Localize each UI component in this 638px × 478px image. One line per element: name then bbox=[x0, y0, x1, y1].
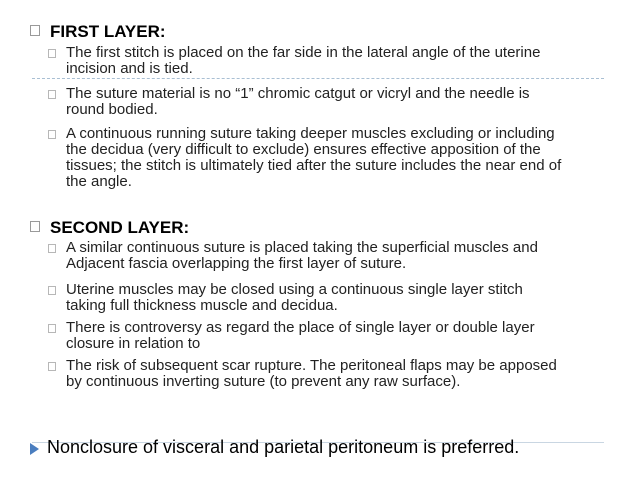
list-item bbox=[48, 282, 566, 314]
arrow-right-icon bbox=[30, 443, 39, 455]
list-item-text: The first stitch is placed on the far side in the lateral angle of the uterine incision and is tied. bbox=[66, 44, 541, 77]
list-item bbox=[48, 358, 566, 390]
list-item-text: A similar continuous suture is placed taking the superficial muscles and Adjacent fascia overlapping the first layer of suture. bbox=[66, 239, 538, 272]
square-bullet-icon bbox=[30, 221, 40, 232]
closing-statement bbox=[30, 436, 519, 458]
first-layer-heading bbox=[30, 22, 166, 42]
list-item-text: The suture material is no “1” chromic catgut or vicryl and the needle is round bodied. bbox=[66, 85, 530, 118]
square-bullet-icon bbox=[30, 25, 40, 36]
small-square-bullet-icon bbox=[48, 244, 56, 253]
dashed-divider bbox=[32, 78, 604, 79]
list-item bbox=[48, 240, 566, 272]
first-layer-heading-text: FIRST LAYER: bbox=[50, 22, 166, 41]
small-square-bullet-icon bbox=[48, 90, 56, 99]
closing-statement-text: Nonclosure of visceral and parietal peritoneum is preferred. bbox=[47, 437, 520, 457]
list-item-text: There is controversy as regard the place of single layer or double layer closure in relation to bbox=[66, 319, 535, 352]
small-square-bullet-icon bbox=[48, 49, 56, 58]
second-layer-heading bbox=[30, 218, 189, 238]
list-item bbox=[48, 86, 566, 118]
small-square-bullet-icon bbox=[48, 362, 56, 371]
small-square-bullet-icon bbox=[48, 324, 56, 333]
small-square-bullet-icon bbox=[48, 130, 56, 139]
list-item-text: The risk of subsequent scar rupture. The peritoneal flaps may be apposed by continuous inverting suture (to prevent any raw surface). bbox=[66, 357, 557, 390]
second-layer-heading-text: SECOND LAYER: bbox=[50, 218, 190, 237]
small-square-bullet-icon bbox=[48, 286, 56, 295]
list-item bbox=[48, 126, 566, 190]
list-item bbox=[48, 45, 566, 77]
list-item bbox=[48, 320, 566, 352]
list-item-text: A continuous running suture taking deeper muscles excluding or including the decidua (very difficult to exclude) ensures effective apposition of the tissues; the stitch is ultimately tied after the suture includes the near end of the angle. bbox=[66, 125, 562, 190]
list-item-text: Uterine muscles may be closed using a continuous single layer stitch taking full thickness muscle and decidua. bbox=[66, 281, 523, 314]
